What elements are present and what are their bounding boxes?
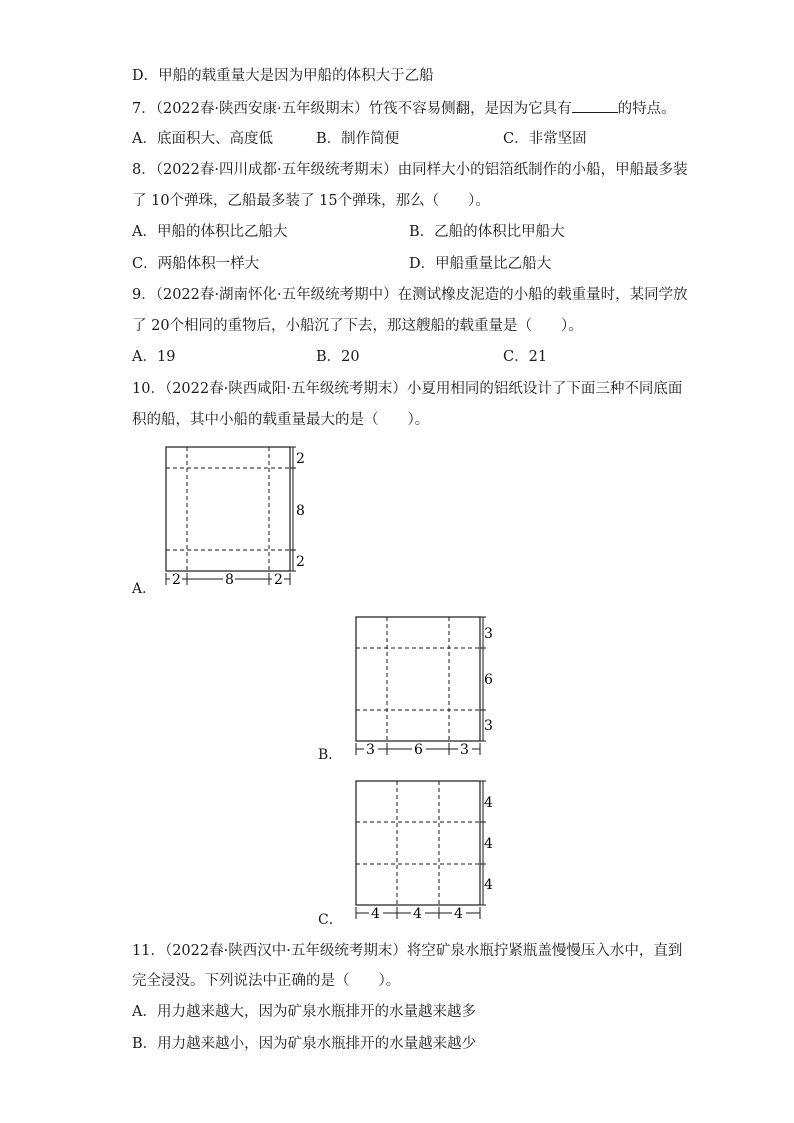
- q7-stem-tail: 的特点。: [617, 101, 676, 117]
- figure-c-bottom-label-1: 4: [371, 906, 380, 922]
- q8-option-b: B．乙船的体积比甲船大: [409, 224, 565, 240]
- q8-option-a: A．甲船的体积比乙船大: [132, 224, 288, 240]
- figure-b-side-label-3: 3: [484, 718, 493, 734]
- q7-blank: [572, 98, 618, 113]
- q10-figure-c: [350, 776, 500, 924]
- q11-option-b: B．用力越来越小，因为矿泉水瓶排开的水量越来越少: [132, 1036, 477, 1052]
- q9-option-b: B．20: [316, 349, 360, 365]
- q11-stem-line1: 11．（2022春·陕西汉中·五年级统考期末）将空矿泉水瓶拧紧瓶盖慢慢压入水中，直到: [132, 943, 683, 959]
- figure-c-bottom-label-2: 4: [413, 906, 422, 922]
- q7-stem-text: 7．（2022春·陕西安康·五年级期末）竹筏不容易侧翻，是因为它具有: [132, 101, 572, 117]
- figure-a-side-label-3: 2: [296, 554, 305, 570]
- q9-option-c: C．21: [503, 349, 548, 365]
- figure-b-bottom-label-1: 3: [366, 742, 375, 758]
- figure-b-bottom-label-3: 3: [460, 742, 469, 758]
- figure-c-side-label-1: 4: [484, 795, 493, 811]
- q10-figure-b-label: B．: [318, 747, 343, 763]
- q10-stem-line2: 积的船，其中小船的载重量最大的是（ ）。: [132, 412, 430, 428]
- q8-stem-line2: 了 10个弹珠，乙船最多装了 15个弹珠，那么（ ）。: [132, 193, 490, 209]
- q7-option-b: B．制作简便: [316, 131, 400, 147]
- q6-option-d: D．甲船的载重量大是因为甲船的体积大于乙船: [132, 68, 434, 84]
- figure-a-side-label-2: 8: [296, 503, 305, 519]
- q10-figure-a: [160, 442, 310, 590]
- q7-option-a: A．底面积大、高度低: [132, 131, 273, 147]
- q8-option-d: D．甲船重量比乙船大: [409, 256, 552, 272]
- figure-a-side-label-1: 2: [296, 451, 305, 467]
- q11-option-a: A．用力越来越大，因为矿泉水瓶排开的水量越来越多: [132, 1004, 476, 1020]
- figure-a-bottom-label-1: 2: [172, 572, 181, 588]
- figure-b-bottom-label-2: 6: [414, 742, 423, 758]
- q7-stem: [132, 98, 676, 119]
- figure-a-bottom-label-2: 8: [225, 572, 234, 588]
- q10-figure-c-label: C．: [318, 912, 343, 928]
- q7-option-c: C．非常坚固: [503, 131, 587, 147]
- figure-a-bottom-label-3: 2: [274, 572, 283, 588]
- q8-option-c: C．两船体积一样大: [132, 256, 260, 272]
- figure-c-side-label-3: 4: [484, 877, 493, 893]
- q8-stem-line1: 8．（2022春·四川成都·五年级统考期末）由同样大小的铝箔纸制作的小船，甲船最多装: [132, 162, 688, 178]
- figure-b-side-label-2: 6: [484, 672, 493, 688]
- figure-c-side-label-2: 4: [484, 836, 493, 852]
- q9-stem-line1: 9．（2022春·湖南怀化·五年级统考期中）在测试橡皮泥造的小船的载重量时，某同学放: [132, 287, 688, 303]
- q9-stem-line2: 了 20个相同的重物后，小船沉了下去，那这艘船的载重量是（ ）。: [132, 318, 583, 334]
- q10-figure-b: [350, 612, 500, 760]
- q10-stem-line1: 10．（2022春·陕西咸阳·五年级统考期末）小夏用相同的铝纸设计了下面三种不同底面: [132, 381, 683, 397]
- q9-option-a: A．19: [132, 349, 176, 365]
- q10-figure-a-label: A．: [132, 581, 157, 597]
- figure-b-side-label-1: 3: [484, 626, 493, 642]
- figure-c-bottom-label-3: 4: [454, 906, 463, 922]
- q11-stem-line2: 完全浸没。下列说法中正确的是（ ）。: [132, 973, 401, 989]
